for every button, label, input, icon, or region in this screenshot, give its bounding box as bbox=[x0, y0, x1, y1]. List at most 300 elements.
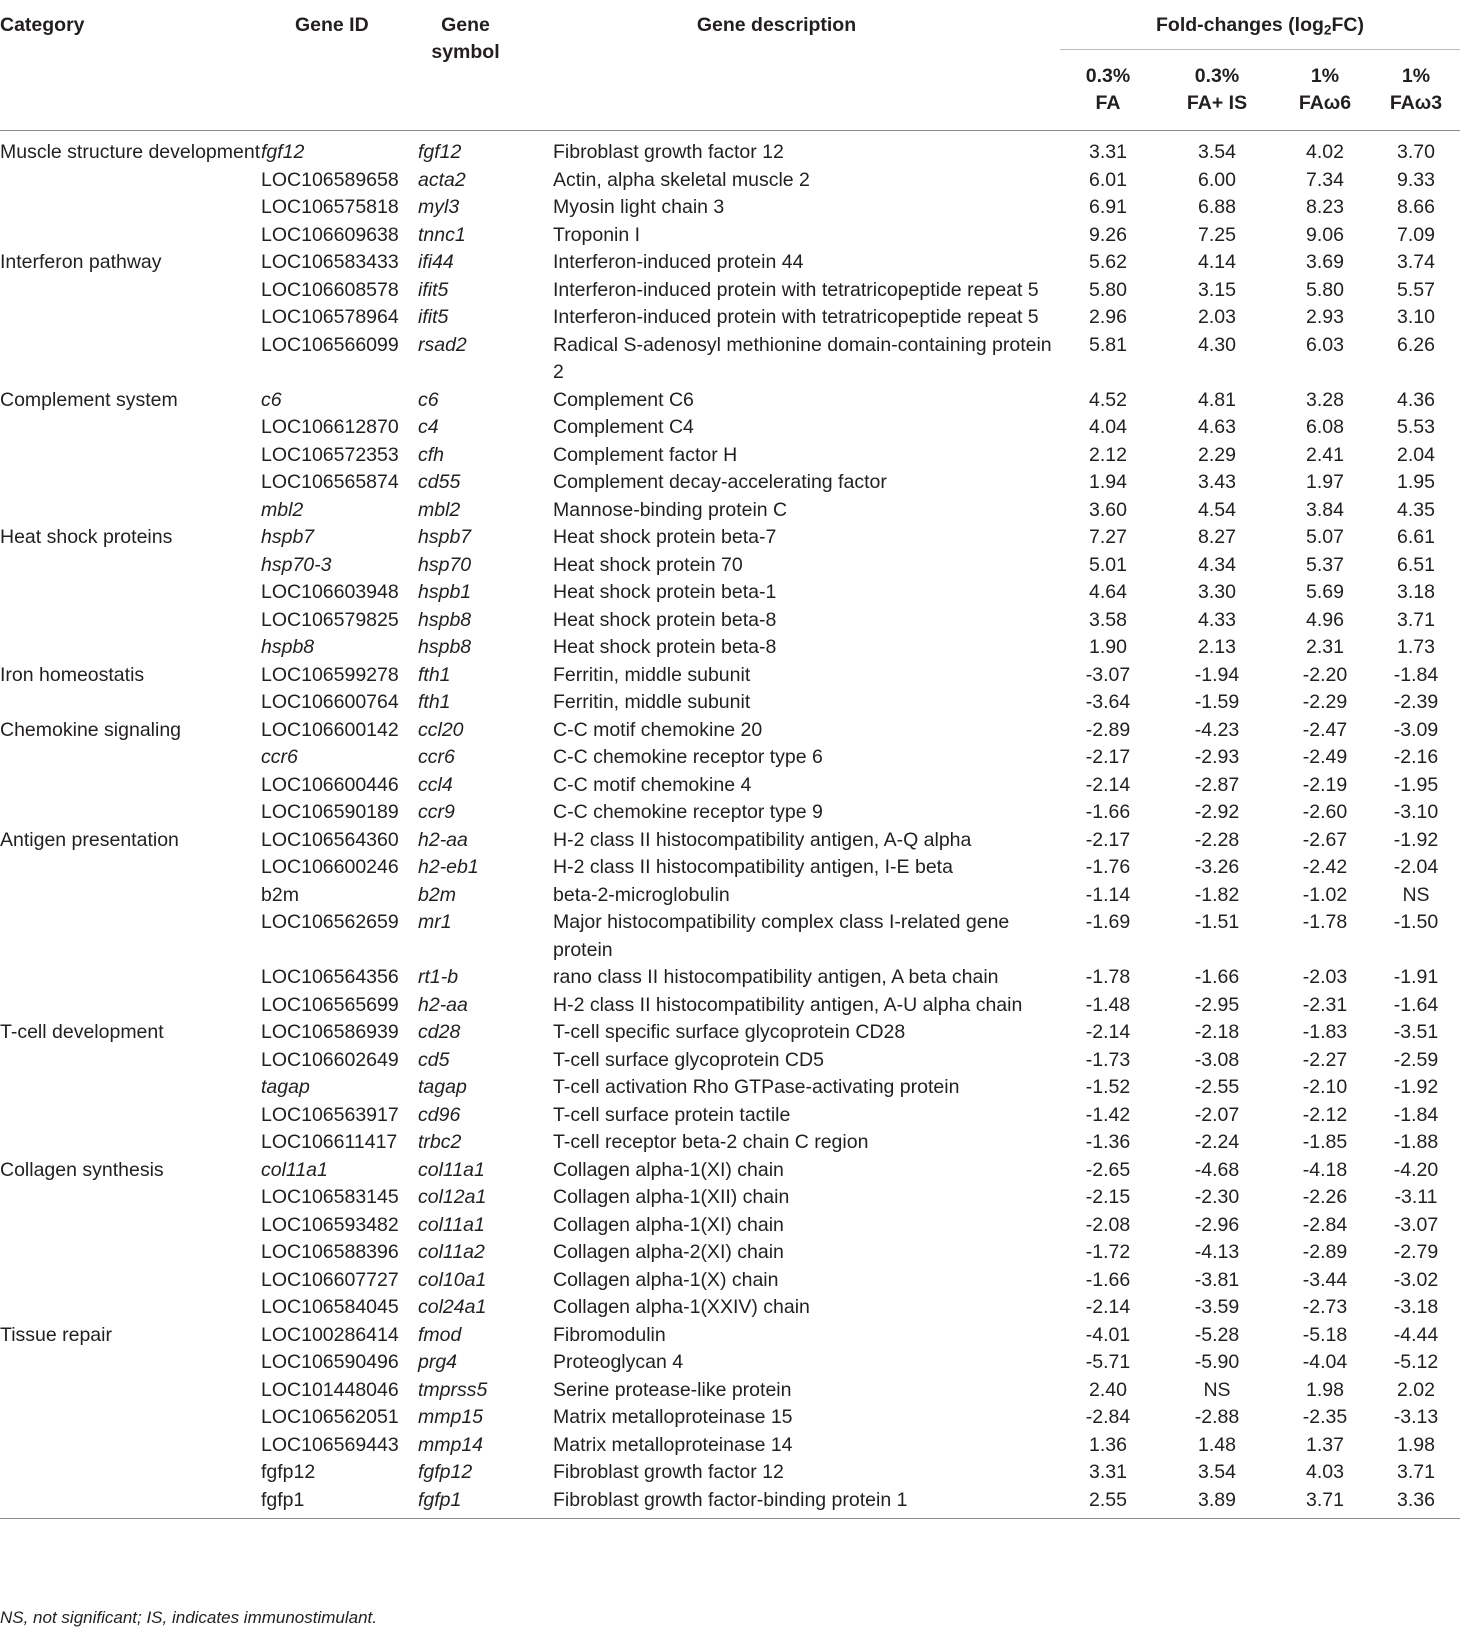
gene-symbol-cell: col24a1 bbox=[418, 1296, 487, 1318]
fold-changes-prefix: Fold-changes (log bbox=[1156, 14, 1324, 36]
fold-change-value: 2.02 bbox=[1397, 1378, 1435, 1401]
gene-id-cell: LOC106579825 bbox=[261, 608, 399, 631]
gene-id-cell: LOC106593482 bbox=[261, 1213, 399, 1236]
fold-change-value: 6.88 bbox=[1198, 196, 1236, 218]
table-row bbox=[0, 387, 1460, 415]
fold-change-value: -2.96 bbox=[1194, 1213, 1240, 1236]
fold-change-value: -1.82 bbox=[1194, 883, 1240, 906]
fold-change-value: -3.10 bbox=[1393, 801, 1439, 823]
fold-change-value: 4.30 bbox=[1198, 333, 1236, 356]
fold-change-value: 9.33 bbox=[1397, 168, 1435, 191]
header-gene-description: Gene description bbox=[553, 0, 1060, 131]
gene-symbol-cell: hspb1 bbox=[418, 581, 472, 603]
gene-id-cell: LOC106600764 bbox=[261, 691, 399, 713]
gene-description-cell: Collagen alpha-1(XXIV) chain bbox=[553, 1296, 810, 1318]
gene-symbol-cell: fgf12 bbox=[418, 141, 462, 163]
fold-change-value: -4.20 bbox=[1393, 1158, 1439, 1181]
fold-change-value: 4.35 bbox=[1397, 498, 1435, 521]
fold-change-value: -2.88 bbox=[1194, 1406, 1240, 1428]
category-cell: Iron homeostatis bbox=[0, 663, 145, 686]
fold-change-value: 5.53 bbox=[1397, 416, 1435, 438]
gene-id-cell: hspb8 bbox=[261, 636, 315, 658]
header-gene-symbol: Gene symbol bbox=[418, 0, 553, 131]
table-row bbox=[0, 1212, 1460, 1240]
fold-change-value: 4.33 bbox=[1198, 608, 1236, 631]
fold-change-value: -2.30 bbox=[1194, 1186, 1240, 1208]
fold-change-value: -2.19 bbox=[1302, 773, 1348, 796]
gene-description-cell: Interferon-induced protein with tetratricopeptide repeat 5 bbox=[553, 278, 1039, 301]
fold-change-value: -5.28 bbox=[1194, 1323, 1240, 1346]
category-cell bbox=[0, 1047, 261, 1075]
gene-id-cell: LOC106575818 bbox=[261, 196, 399, 218]
gene-symbol-cell: hspb7 bbox=[418, 526, 472, 548]
fold-change-value: -2.65 bbox=[1085, 1158, 1131, 1181]
fold-change-value: 3.54 bbox=[1198, 141, 1236, 163]
fold-change-value: 4.03 bbox=[1306, 1461, 1344, 1483]
category-cell bbox=[0, 1212, 261, 1240]
gene-symbol-cell: c6 bbox=[418, 388, 439, 411]
gene-id-cell: LOC106584045 bbox=[261, 1296, 399, 1318]
fold-change-value: -1.59 bbox=[1194, 691, 1240, 713]
fold-change-value: -2.08 bbox=[1085, 1213, 1131, 1236]
fold-change-value: 3.10 bbox=[1397, 306, 1435, 328]
gene-description-cell: Heat shock protein beta-1 bbox=[553, 581, 777, 603]
gene-description-cell: Major histocompatibility complex class I-related gene protein bbox=[553, 911, 1010, 961]
fold-change-value: -1.42 bbox=[1085, 1103, 1131, 1126]
gene-id-cell: c6 bbox=[261, 388, 282, 411]
fold-change-value: 8.27 bbox=[1198, 526, 1236, 548]
fold-change-value: -3.18 bbox=[1393, 1296, 1439, 1318]
fold-change-value: -2.29 bbox=[1302, 691, 1348, 713]
category-cell bbox=[0, 414, 261, 442]
gene-id-cell: LOC100286414 bbox=[261, 1323, 399, 1346]
fold-change-value: 3.30 bbox=[1198, 581, 1236, 603]
gene-symbol-cell: tagap bbox=[418, 1076, 467, 1098]
table-row bbox=[0, 964, 1460, 992]
fold-change-value: -2.67 bbox=[1302, 828, 1348, 851]
gene-symbol-cell: hsp70 bbox=[418, 553, 472, 576]
category-cell bbox=[0, 882, 261, 910]
fold-change-value: -2.26 bbox=[1302, 1186, 1348, 1208]
gene-description-cell: Fibroblast growth factor 12 bbox=[553, 141, 784, 163]
gene-description-cell: Heat shock protein beta-8 bbox=[553, 608, 777, 631]
fold-change-value: -5.18 bbox=[1302, 1323, 1348, 1346]
gene-symbol-cell: ccl20 bbox=[418, 718, 464, 741]
gene-description-cell: Collagen alpha-1(X) chain bbox=[553, 1268, 779, 1291]
gene-id-cell: LOC106588396 bbox=[261, 1241, 399, 1263]
fold-change-value: 3.18 bbox=[1397, 581, 1435, 603]
table-row bbox=[0, 1047, 1460, 1075]
fold-change-value: -2.79 bbox=[1393, 1241, 1439, 1263]
fold-change-value: -3.81 bbox=[1194, 1268, 1240, 1291]
gene-id-cell: LOC106590189 bbox=[261, 801, 399, 823]
gene-symbol-cell: cd5 bbox=[418, 1048, 450, 1071]
gene-symbol-cell: ccr9 bbox=[418, 801, 455, 823]
gene-description-cell: Collagen alpha-2(XI) chain bbox=[553, 1241, 784, 1263]
category-cell bbox=[0, 332, 261, 387]
fold-change-value: 5.62 bbox=[1089, 251, 1127, 273]
table-row bbox=[0, 1459, 1460, 1487]
category-cell bbox=[0, 497, 261, 525]
fold-change-value: 3.71 bbox=[1397, 608, 1435, 631]
fold-change-value: 3.84 bbox=[1306, 498, 1344, 521]
fold-change-value: -1.95 bbox=[1393, 773, 1439, 796]
fold-change-value: -2.14 bbox=[1085, 1296, 1131, 1318]
fold-change-value: 2.03 bbox=[1198, 306, 1236, 328]
fold-change-value: -2.73 bbox=[1302, 1296, 1348, 1318]
fold-change-value: 3.43 bbox=[1198, 471, 1236, 493]
gene-id-cell: LOC106602649 bbox=[261, 1048, 399, 1071]
category-cell: Antigen presentation bbox=[0, 828, 179, 851]
fold-change-value: -2.12 bbox=[1302, 1103, 1348, 1126]
fold-change-value: 3.71 bbox=[1278, 1487, 1372, 1519]
fold-change-value: -2.27 bbox=[1302, 1048, 1348, 1071]
fold-change-value: 5.80 bbox=[1306, 278, 1344, 301]
fold-change-value: -2.15 bbox=[1085, 1186, 1131, 1208]
gene-description-cell: Ferritin, middle subunit bbox=[553, 663, 751, 686]
fold-change-value: -2.49 bbox=[1302, 746, 1348, 768]
fold-changes-suffix: FC) bbox=[1331, 14, 1365, 36]
fold-change-value: 5.37 bbox=[1306, 553, 1344, 576]
gene-symbol-cell: cfh bbox=[418, 443, 445, 466]
fold-change-value: -1.52 bbox=[1085, 1076, 1131, 1098]
fold-change-value: -3.07 bbox=[1393, 1213, 1439, 1236]
category-cell bbox=[0, 634, 261, 662]
table-row bbox=[0, 689, 1460, 717]
table-row bbox=[0, 1404, 1460, 1432]
fold-change-value: -5.12 bbox=[1393, 1351, 1439, 1373]
header-category: Category bbox=[0, 0, 261, 131]
fold-change-value: -3.13 bbox=[1393, 1406, 1439, 1428]
category-cell bbox=[0, 167, 261, 195]
table-row bbox=[0, 277, 1460, 305]
fold-change-value: 5.80 bbox=[1089, 278, 1127, 301]
gene-symbol-cell: col11a1 bbox=[418, 1158, 485, 1181]
table-row bbox=[0, 131, 1460, 167]
fold-change-value: -2.89 bbox=[1302, 1241, 1348, 1263]
gene-symbol-cell: col11a2 bbox=[418, 1241, 485, 1263]
gene-symbol-cell: mmp14 bbox=[418, 1433, 484, 1456]
table-row bbox=[0, 772, 1460, 800]
gene-symbol-cell: fgfp12 bbox=[418, 1461, 473, 1483]
gene-symbol-cell: myl3 bbox=[418, 196, 460, 218]
fold-change-value: 4.34 bbox=[1198, 553, 1236, 576]
category-cell bbox=[0, 469, 261, 497]
gene-description-cell: Matrix metalloproteinase 15 bbox=[553, 1406, 793, 1428]
fold-change-value: -1.64 bbox=[1393, 993, 1439, 1016]
category-cell: Muscle structure development bbox=[0, 141, 261, 163]
gene-id-cell: LOC106600446 bbox=[261, 773, 399, 796]
table-row bbox=[0, 1294, 1460, 1322]
gene-id-cell: LOC106562051 bbox=[261, 1406, 399, 1428]
gene-symbol-cell: h2-eb1 bbox=[418, 856, 479, 878]
gene-symbol-cell: fth1 bbox=[418, 663, 451, 686]
gene-symbol-cell: h2-aa bbox=[418, 993, 468, 1016]
category-cell bbox=[0, 579, 261, 607]
fold-change-value: -1.92 bbox=[1393, 1076, 1439, 1098]
gene-symbol-cell: fmod bbox=[418, 1323, 462, 1346]
fold-change-value: -5.90 bbox=[1194, 1351, 1240, 1373]
fold-change-value: 5.01 bbox=[1089, 553, 1127, 576]
fold-change-value: -2.10 bbox=[1302, 1076, 1348, 1098]
table-row bbox=[0, 717, 1460, 745]
fold-change-value: 3.69 bbox=[1306, 251, 1344, 273]
fold-change-value: -2.89 bbox=[1085, 718, 1131, 741]
table-row bbox=[0, 469, 1460, 497]
fold-change-value: -1.78 bbox=[1302, 911, 1348, 933]
gene-id-cell: LOC106608578 bbox=[261, 278, 399, 301]
table-row bbox=[0, 194, 1460, 222]
gene-symbol-cell: rsad2 bbox=[418, 333, 467, 356]
gene-description-cell: T-cell activation Rho GTPase-activating protein bbox=[553, 1076, 960, 1098]
gene-description-cell: Mannose-binding protein C bbox=[553, 498, 788, 521]
table-row bbox=[0, 249, 1460, 277]
gene-description-cell: Radical S-adenosyl methionine domain-containing protein 2 bbox=[553, 333, 1052, 383]
fold-change-value: -1.50 bbox=[1393, 911, 1439, 933]
fold-change-value: -2.28 bbox=[1194, 828, 1240, 851]
category-cell: Interferon pathway bbox=[0, 251, 162, 273]
fold-change-value: 8.23 bbox=[1306, 196, 1344, 218]
fold-change-value: -4.68 bbox=[1194, 1158, 1240, 1181]
category-cell bbox=[0, 1294, 261, 1322]
fold-change-value: -1.72 bbox=[1085, 1241, 1131, 1263]
fold-change-value: 1.98 bbox=[1397, 1433, 1435, 1456]
header-gene-id: Gene ID bbox=[261, 0, 418, 131]
fold-change-value: -1.66 bbox=[1194, 966, 1240, 988]
fold-change-value: -2.93 bbox=[1194, 746, 1240, 768]
gene-id-cell: LOC106611417 bbox=[261, 1131, 398, 1153]
gene-description-cell: Complement C6 bbox=[553, 388, 694, 411]
gene-description-cell: Actin, alpha skeletal muscle 2 bbox=[553, 168, 810, 191]
gene-description-cell: H-2 class II histocompatibility antigen, A-Q alpha bbox=[553, 828, 972, 851]
fold-change-value: 3.71 bbox=[1397, 1461, 1435, 1483]
fold-change-value: 3.31 bbox=[1089, 141, 1127, 163]
gene-description-cell: Fibroblast growth factor 12 bbox=[553, 1461, 784, 1483]
fold-change-value: -3.44 bbox=[1302, 1268, 1348, 1291]
category-cell bbox=[0, 1377, 261, 1405]
category-cell: Chemokine signaling bbox=[0, 718, 182, 741]
fold-change-value: 2.04 bbox=[1397, 443, 1435, 466]
table-row bbox=[0, 1322, 1460, 1350]
category-cell bbox=[0, 1349, 261, 1377]
gene-id-cell: LOC106583433 bbox=[261, 251, 399, 273]
table-row bbox=[0, 1074, 1460, 1102]
gene-symbol-cell: col12a1 bbox=[418, 1186, 487, 1208]
table-row bbox=[0, 1349, 1460, 1377]
table-row bbox=[0, 1184, 1460, 1212]
fold-change-value: 3.89 bbox=[1156, 1487, 1278, 1519]
fold-change-value: -1.84 bbox=[1393, 1103, 1439, 1126]
fold-change-value: -2.59 bbox=[1393, 1048, 1439, 1071]
fold-change-value: NS bbox=[1402, 883, 1430, 906]
gene-id-cell: LOC106572353 bbox=[261, 443, 399, 466]
gene-description-cell: beta-2-microglobulin bbox=[553, 883, 730, 906]
gene-description-cell: T-cell surface glycoprotein CD5 bbox=[553, 1048, 824, 1071]
fold-change-value: 2.55 bbox=[1060, 1487, 1156, 1519]
gene-id-cell: LOC106583145 bbox=[261, 1186, 399, 1208]
category-cell: T-cell development bbox=[0, 1021, 164, 1043]
fold-change-value: -2.95 bbox=[1194, 993, 1240, 1016]
gene-description-cell: T-cell specific surface glycoprotein CD28 bbox=[553, 1021, 906, 1043]
gene-description-cell: Ferritin, middle subunit bbox=[553, 691, 751, 713]
fold-change-value: -2.18 bbox=[1194, 1021, 1240, 1043]
table-row bbox=[0, 854, 1460, 882]
category-cell bbox=[0, 304, 261, 332]
header-treatment: 0.3% FA+ IS bbox=[1156, 50, 1278, 131]
gene-description-cell: Collagen alpha-1(XI) chain bbox=[553, 1213, 784, 1236]
fold-change-value: 7.27 bbox=[1089, 526, 1127, 548]
category-cell bbox=[0, 744, 261, 772]
fold-change-value: -2.16 bbox=[1393, 746, 1439, 768]
gene-symbol-cell: mmp15 bbox=[418, 1406, 484, 1428]
gene-symbol-cell: tnnc1 bbox=[418, 223, 466, 246]
category-cell bbox=[0, 277, 261, 305]
fold-change-value: NS bbox=[1203, 1378, 1231, 1401]
fold-change-value: -5.71 bbox=[1085, 1351, 1131, 1373]
category-cell bbox=[0, 1432, 261, 1460]
fold-change-value: -1.84 bbox=[1393, 663, 1439, 686]
fold-change-value: 2.96 bbox=[1089, 306, 1127, 328]
gene-id-cell: mbl2 bbox=[261, 498, 304, 521]
fold-change-value: 2.12 bbox=[1089, 443, 1127, 466]
gene-symbol-cell: b2m bbox=[418, 883, 456, 906]
fold-change-value: 4.04 bbox=[1089, 416, 1127, 438]
category-cell bbox=[0, 799, 261, 827]
category-cell bbox=[0, 854, 261, 882]
fold-change-value: -2.31 bbox=[1302, 993, 1348, 1016]
fold-change-value: -2.84 bbox=[1302, 1213, 1348, 1236]
gene-symbol-cell: cd28 bbox=[418, 1021, 461, 1043]
fold-change-value: -4.18 bbox=[1302, 1158, 1348, 1181]
fold-change-value: -3.08 bbox=[1194, 1048, 1240, 1071]
gene-description-cell: C-C motif chemokine 4 bbox=[553, 773, 752, 796]
fold-change-value: 2.13 bbox=[1198, 636, 1236, 658]
header-treatment: 1% FAω3 bbox=[1372, 50, 1460, 131]
fold-change-value: -1.48 bbox=[1085, 993, 1131, 1016]
gene-description-cell: Complement C4 bbox=[553, 416, 694, 438]
gene-id-cell: LOC106565874 bbox=[261, 471, 399, 493]
fold-change-value: 2.29 bbox=[1198, 443, 1236, 466]
gene-description-cell: Matrix metalloproteinase 14 bbox=[553, 1433, 793, 1456]
gene-symbol-cell: ifit5 bbox=[418, 278, 449, 301]
gene-symbol-cell: acta2 bbox=[418, 168, 466, 191]
category-cell: Tissue repair bbox=[0, 1323, 112, 1346]
gene-symbol-cell: col10a1 bbox=[418, 1268, 487, 1291]
category-cell bbox=[0, 909, 261, 964]
gene-symbol-cell: prg4 bbox=[418, 1351, 458, 1373]
gene-id-cell: LOC106612870 bbox=[261, 416, 399, 438]
category-cell bbox=[0, 1074, 261, 1102]
gene-description-cell: Serine protease-like protein bbox=[553, 1378, 792, 1401]
gene-id-cell: LOC106600246 bbox=[261, 856, 399, 878]
gene-symbol-cell: mbl2 bbox=[418, 498, 461, 521]
fold-change-value: 4.64 bbox=[1089, 581, 1127, 603]
gene-description-cell: H-2 class II histocompatibility antigen, A-U alpha chain bbox=[553, 993, 1023, 1016]
fold-change-value: 1.94 bbox=[1089, 471, 1127, 493]
gene-symbol-cell: hspb8 bbox=[418, 608, 472, 631]
fold-change-value: 4.02 bbox=[1306, 141, 1344, 163]
category-cell: Collagen synthesis bbox=[0, 1158, 164, 1181]
gene-id-cell: LOC106589658 bbox=[261, 168, 399, 191]
fold-change-value: -4.13 bbox=[1194, 1241, 1240, 1263]
gene-description-cell: rano class II histocompatibility antigen, A beta chain bbox=[553, 966, 999, 988]
fold-change-value: 5.57 bbox=[1397, 278, 1435, 301]
fold-change-value: 1.48 bbox=[1198, 1433, 1236, 1456]
fold-change-value: -1.88 bbox=[1393, 1131, 1439, 1153]
table-row bbox=[0, 634, 1460, 662]
category-cell bbox=[0, 1487, 261, 1519]
fold-change-value: 2.41 bbox=[1306, 443, 1344, 466]
fold-change-value: -2.60 bbox=[1302, 801, 1348, 823]
gene-id-cell: LOC106563917 bbox=[261, 1103, 399, 1126]
gene-id-cell: fgfp12 bbox=[261, 1461, 316, 1483]
fold-change-value: -2.55 bbox=[1194, 1076, 1240, 1098]
gene-symbol-cell: col11a1 bbox=[418, 1213, 485, 1236]
fold-change-value: -2.92 bbox=[1194, 801, 1240, 823]
fold-change-value: 4.54 bbox=[1198, 498, 1236, 521]
category-cell bbox=[0, 992, 261, 1020]
fold-change-value: -2.03 bbox=[1302, 966, 1348, 988]
fold-change-value: 3.28 bbox=[1306, 388, 1344, 411]
fold-change-value: -1.69 bbox=[1085, 911, 1131, 933]
fold-change-value: -1.85 bbox=[1302, 1131, 1348, 1153]
table-row bbox=[0, 662, 1460, 690]
gene-id-cell: b2m bbox=[261, 883, 299, 906]
fold-change-value: -1.36 bbox=[1085, 1131, 1131, 1153]
fold-change-value: 3.15 bbox=[1198, 278, 1236, 301]
fold-change-value: -3.11 bbox=[1394, 1186, 1438, 1208]
fold-change-value: -3.64 bbox=[1085, 691, 1131, 713]
gene-symbol-cell: hspb8 bbox=[418, 636, 472, 658]
fold-change-value: 8.66 bbox=[1397, 196, 1435, 218]
gene-symbol-cell: rt1-b bbox=[418, 966, 459, 988]
category-cell bbox=[0, 552, 261, 580]
category-cell bbox=[0, 442, 261, 470]
category-cell bbox=[0, 689, 261, 717]
fold-change-value: 1.97 bbox=[1306, 471, 1344, 493]
gene-id-cell: LOC101448046 bbox=[261, 1378, 399, 1401]
fold-change-value: 1.90 bbox=[1089, 636, 1127, 658]
gene-id-cell: col11a1 bbox=[261, 1158, 328, 1181]
gene-description-cell: T-cell surface protein tactile bbox=[553, 1103, 791, 1126]
fold-change-value: 1.95 bbox=[1397, 471, 1435, 493]
fold-change-value: -1.92 bbox=[1393, 828, 1439, 851]
category-cell bbox=[0, 194, 261, 222]
fold-change-value: 6.61 bbox=[1397, 526, 1435, 548]
table-row bbox=[0, 827, 1460, 855]
gene-symbol-cell: ifit5 bbox=[418, 306, 449, 328]
gene-description-cell: H-2 class II histocompatibility antigen, I-E beta bbox=[553, 856, 953, 878]
table-row bbox=[0, 1377, 1460, 1405]
fold-changes-subscript: 2 bbox=[1323, 22, 1332, 38]
table-body bbox=[0, 131, 1460, 1519]
category-cell bbox=[0, 1129, 261, 1157]
gene-id-cell: LOC106609638 bbox=[261, 223, 399, 246]
fold-change-value: 3.54 bbox=[1198, 1461, 1236, 1483]
fold-change-value: -2.04 bbox=[1393, 856, 1439, 878]
fold-change-value: -4.44 bbox=[1393, 1323, 1439, 1346]
gene-id-cell: LOC106564356 bbox=[261, 966, 399, 988]
table-row bbox=[0, 167, 1460, 195]
fold-change-value: 2.31 bbox=[1306, 636, 1344, 658]
gene-description-cell: Interferon-induced protein with tetratricopeptide repeat 5 bbox=[553, 306, 1039, 328]
gene-description-cell: Interferon-induced protein 44 bbox=[553, 251, 804, 273]
fold-change-value: -1.66 bbox=[1085, 801, 1131, 823]
fold-change-value: 3.31 bbox=[1089, 1461, 1127, 1483]
gene-id-cell: LOC106603948 bbox=[261, 581, 399, 603]
table-row bbox=[0, 1129, 1460, 1157]
gene-id-cell: hspb7 bbox=[261, 526, 315, 548]
